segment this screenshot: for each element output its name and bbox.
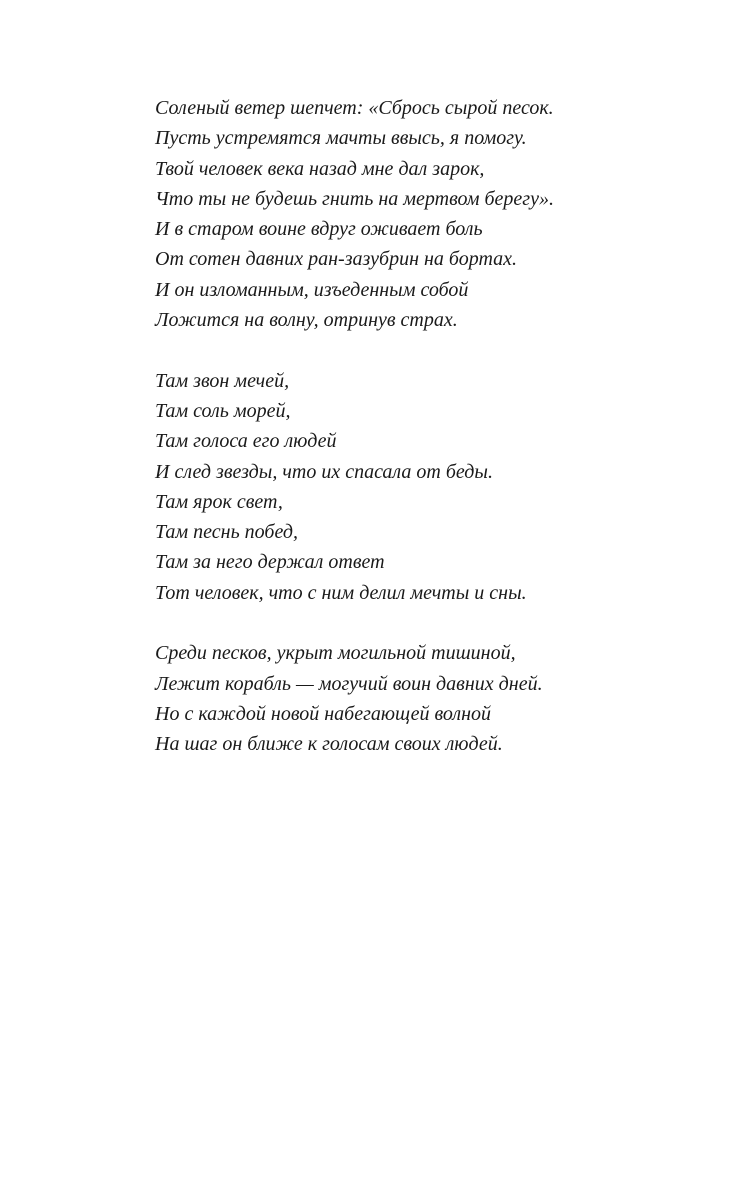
- poem-line: Там за него держал ответ: [155, 551, 385, 574]
- poem-line: И он изломанным, изъеденным собой: [155, 278, 469, 301]
- poem-line: Там звон мечей,: [155, 369, 290, 392]
- poem-line: Там голоса его людей: [155, 430, 337, 453]
- stanza-2: [155, 366, 715, 608]
- poem-line: Лежит корабль — могучий воин давних дней.: [155, 672, 543, 695]
- poem-line: Ложится на волну, отринув страх.: [155, 309, 458, 332]
- stanza-3: [155, 638, 715, 759]
- poem-line: На шаг он ближе к голосам своих людей.: [155, 733, 503, 756]
- poem-line: Твой человек века назад мне дал зарок,: [155, 157, 485, 180]
- poem-line: Пусть устремятся мачты ввысь, я помогу.: [155, 127, 527, 150]
- stanza-1: [155, 93, 715, 335]
- poem-line: Там песнь побед,: [155, 521, 298, 544]
- poem-line: От сотен давних ран-зазубрин на бортах.: [155, 248, 518, 271]
- poem-line: И след звезды, что их спасала от беды.: [155, 460, 493, 483]
- poem-line: И в старом воине вдруг оживает боль: [155, 218, 483, 241]
- poem-line: Но с каждой новой набегающей волной: [155, 702, 492, 725]
- poem-line: Что ты не будешь гнить на мертвом берегу».: [155, 187, 554, 210]
- poem-line: Там ярок свет,: [155, 490, 283, 513]
- poem-line: Соленый ветер шепчет: «Сбрось сырой песок.: [155, 97, 554, 119]
- poem-line: Среди песков, укрыт могильной тишиной,: [155, 642, 516, 665]
- poem-line: Тот человек, что с ним делил мечты и сны.: [155, 581, 527, 604]
- poem-line: Там соль морей,: [155, 399, 291, 422]
- poem-text: [155, 93, 715, 760]
